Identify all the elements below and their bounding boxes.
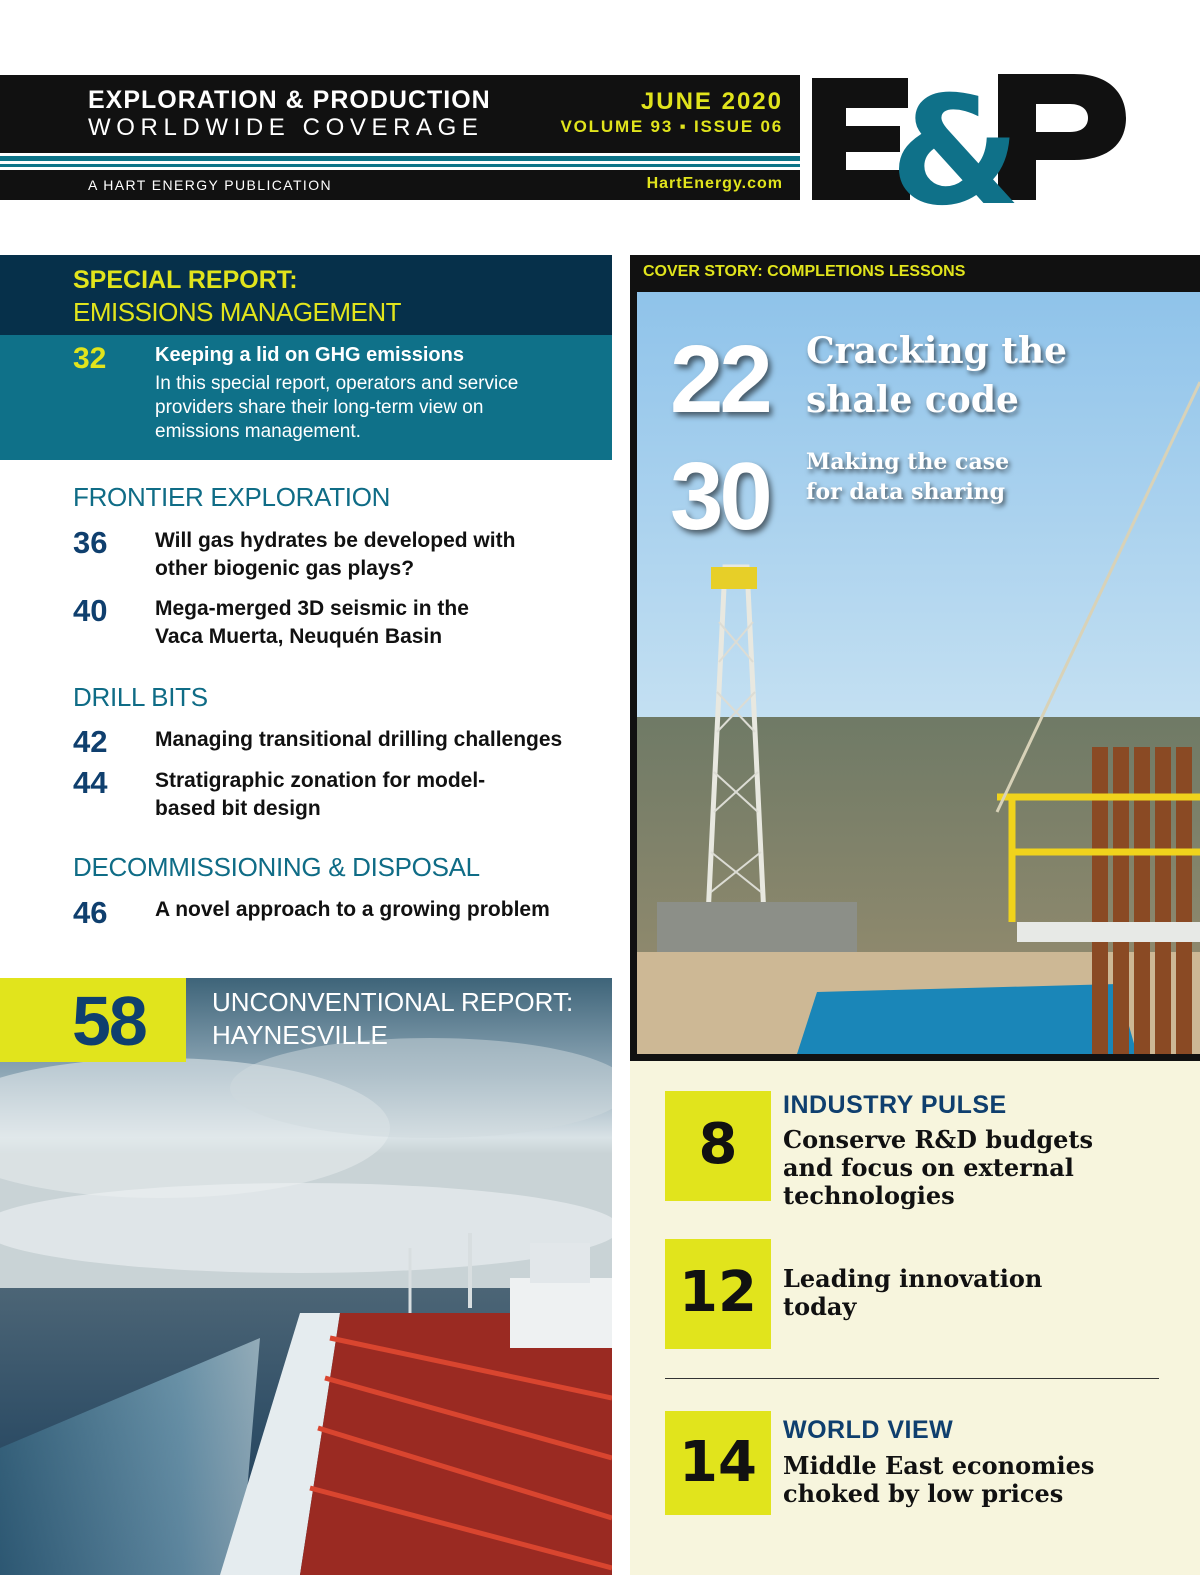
issue-date: JUNE 2020 xyxy=(640,88,783,115)
cover-story-page: 22 xyxy=(670,326,769,433)
rig-top xyxy=(711,567,757,589)
cover-story-page: 30 xyxy=(670,443,769,550)
toc-page-number: 40 xyxy=(73,593,108,628)
department-page: 14 xyxy=(679,1430,757,1495)
pipe xyxy=(1134,747,1150,1054)
ep-logo xyxy=(812,72,1132,206)
issue-volume: VOLUME 93 ▪ ISSUE 06 xyxy=(560,117,783,136)
special-report-subtitle: EMISSIONS MANAGEMENT xyxy=(73,297,402,327)
unconventional-report-line: UNCONVENTIONAL REPORT: xyxy=(212,987,574,1017)
section-heading-drill-bits: DRILL BITS xyxy=(73,682,208,712)
toc-entry-title[interactable] xyxy=(155,527,515,583)
pipe xyxy=(1176,747,1192,1054)
department-category: INDUSTRY PULSE xyxy=(783,1091,1007,1119)
publication-subtitle: WORLDWIDE COVERAGE xyxy=(88,114,484,141)
masthead-stripe xyxy=(0,156,800,161)
special-report-description: In this special report, operators and service providers share their long-term view on emissions management. xyxy=(155,373,519,442)
superstructure xyxy=(530,1243,590,1283)
toc-page-number: 44 xyxy=(73,765,108,800)
special-report-headline[interactable]: Keeping a lid on GHG emissions xyxy=(155,344,464,366)
toc-page-number: 42 xyxy=(73,724,108,759)
water-pit xyxy=(797,984,1137,1054)
cover-story-line: Making the case xyxy=(806,449,1010,475)
cover-story-title[interactable] xyxy=(806,327,1067,425)
rig-base xyxy=(657,902,857,952)
toc-entry-title[interactable] xyxy=(155,896,550,924)
divider xyxy=(665,1378,1159,1379)
department-page: 12 xyxy=(679,1260,757,1325)
toc-page-number: 46 xyxy=(73,895,108,930)
department-title-line: technologies xyxy=(783,1181,955,1210)
department-title-line: Middle East economies xyxy=(783,1451,1095,1480)
pipe xyxy=(1092,747,1108,1054)
website-link[interactable]: HartEnergy.com xyxy=(646,175,783,192)
toc-entry-title[interactable] xyxy=(155,595,469,651)
toc-entry-line: Will gas hydrates be developed with xyxy=(155,529,516,552)
cloud xyxy=(230,1038,612,1138)
publication-name: EXPLORATION & PRODUCTION xyxy=(88,86,491,114)
cover-story-line: for data sharing xyxy=(806,479,1006,505)
toc-entry-line: Stratigraphic zonation for model- xyxy=(155,769,486,792)
special-report-title: SPECIAL REPORT: xyxy=(73,266,298,294)
toc-entry-title[interactable] xyxy=(155,767,485,823)
toc-page-number: 36 xyxy=(73,525,108,560)
toc-entry-line: Managing transitional drilling challenges xyxy=(155,728,563,751)
unconventional-report-line: HAYNESVILLE xyxy=(212,1020,388,1050)
cover-story-label: COVER STORY: COMPLETIONS LESSONS xyxy=(643,263,966,280)
logo-ampersand: & xyxy=(890,72,1021,206)
pipe xyxy=(1155,747,1171,1054)
pipe xyxy=(1113,747,1129,1054)
department-category: WORLD VIEW xyxy=(783,1416,954,1444)
publisher-name: A HART ENERGY PUBLICATION xyxy=(88,177,333,193)
toc-entry-line: A novel approach to a growing problem xyxy=(155,898,550,921)
platform-deck xyxy=(1017,922,1200,942)
department-title[interactable] xyxy=(783,1452,1094,1508)
toc-entry-title[interactable] xyxy=(155,726,562,754)
unconventional-report-label[interactable] xyxy=(212,986,573,1052)
toc-entry-line: Mega-merged 3D seismic in the xyxy=(155,597,469,620)
department-title-line: choked by low prices xyxy=(783,1479,1064,1508)
cover-story-title[interactable] xyxy=(806,447,1009,507)
department-title-line: today xyxy=(783,1292,857,1321)
masthead-stripe xyxy=(0,164,800,167)
cover-story-line: Cracking the xyxy=(806,330,1068,372)
department-title-line: Leading innovation xyxy=(783,1264,1043,1293)
department-title-line: Conserve R&D budgets xyxy=(783,1125,1093,1154)
superstructure xyxy=(510,1278,612,1348)
section-heading-decommissioning: DECOMMISSIONING & DISPOSAL xyxy=(73,852,480,882)
cover-story-line: shale code xyxy=(806,379,1019,421)
unconventional-report-page: 58 xyxy=(72,982,146,1060)
department-title[interactable] xyxy=(783,1126,1093,1210)
tanker-ship-photo[interactable] xyxy=(0,978,612,1575)
department-title[interactable] xyxy=(783,1265,1042,1321)
toc-entry-line: based bit design xyxy=(155,797,321,820)
toc-entry-line: other biogenic gas plays? xyxy=(155,557,415,580)
special-report-page: 32 xyxy=(73,342,107,375)
toc-entry-line: Vaca Muerta, Neuquén Basin xyxy=(155,625,443,648)
section-heading-frontier-exploration: FRONTIER EXPLORATION xyxy=(73,482,391,512)
cloud xyxy=(0,1183,612,1273)
department-title-line: and focus on external xyxy=(783,1153,1074,1182)
department-page: 8 xyxy=(698,1112,738,1177)
